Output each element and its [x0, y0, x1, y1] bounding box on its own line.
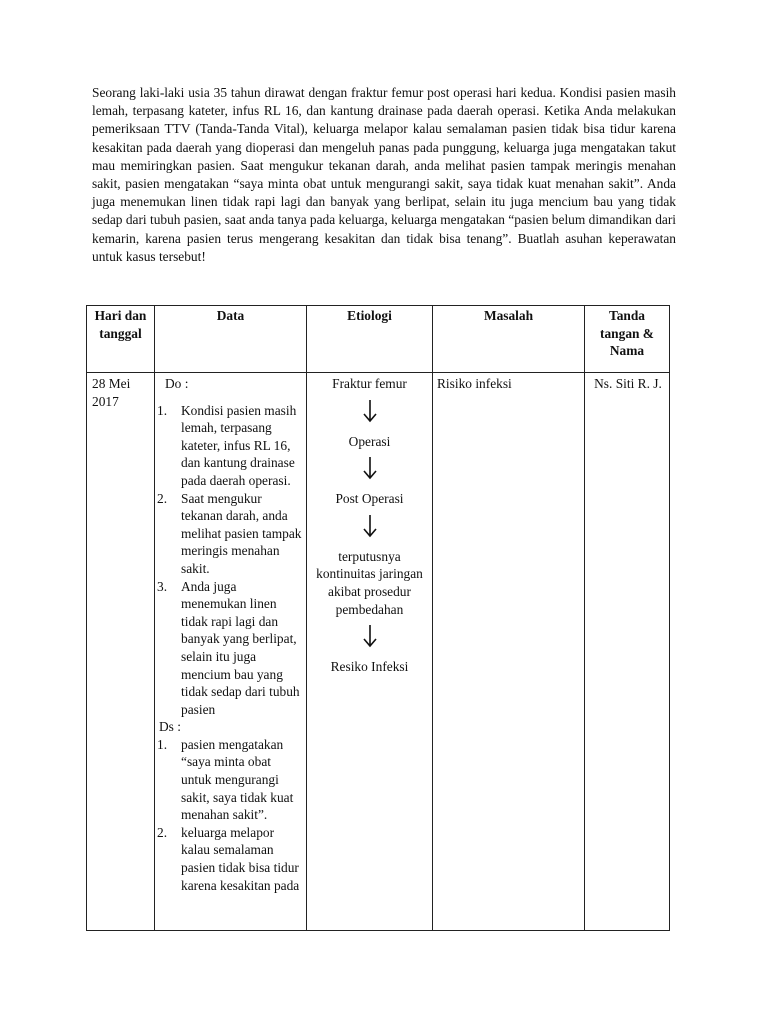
table-row — [87, 373, 670, 931]
header-tanda-tangan: Tanda tangan & Nama — [585, 306, 670, 373]
do-label: Do : — [165, 376, 189, 391]
nursing-care-table — [86, 305, 670, 931]
header-hari-tanggal: Hari dan tanggal — [87, 306, 155, 373]
etiologi-step-1: Fraktur femur — [332, 376, 407, 391]
header-etiologi: Etiologi — [307, 306, 433, 373]
cell-data — [155, 373, 307, 931]
list-item: 1. pasien mengatakan “saya minta obat untuk mengurangi sakit, saya tidak kuat menahan sakit”. — [157, 736, 294, 823]
list-item: 1. Kondisi pasien masih lemah, terpasang kateter, infus RL 16, dan kantung drainase pada daerah operasi. — [157, 402, 297, 488]
list-item: 3. Anda juga menemukan linen tidak rapi lagi dan banyak yang berlipat, selain itu juga mencium bau yang tidak sedap dari tubuh pasien — [157, 578, 300, 717]
arrow-down-icon — [313, 393, 426, 433]
etiologi-step-3: Post Operasi — [335, 491, 404, 507]
table-header-row — [87, 306, 670, 373]
arrow-down-icon — [313, 450, 426, 490]
cell-date: 28 Mei 2017 — [87, 373, 155, 931]
case-description: Seorang laki-laki usia 35 tahun dirawat dengan fraktur femur post operasi hari kedua. Kondisi pasien masih lemah, terpasang kateter, infus RL 16, dan kantung drainase pada daerah operasi. Ketika Anda melakukan pemeriksaan TTV (Tanda-Tanda Vital), keluarga melapor kalau semalaman pasien tidak bisa tidur karena kesakitan pada daerah yang dioperasi dan mengeluh panas pada punggung, keluarga juga mengatakan takut mau memiringkan pasien. Saat mengukur tekanan darah, anda melihat pasien tampak meringis menahan sakit, pasien mengatakan “saya minta obat untuk mengurangi sakit, saya tidak kuat menahan sakit”. Anda juga menemukan linen tidak rapi lagi dan banyak yang berlipat, selain itu juga mencium bau yang tidak sedap dari tubuh pasien, saat anda tanya pada keluarga, keluarga mengatakan “pasien belum dimandikan dari kemarin, karena pasien terus mengerang kesakitan dan tidak bisa tenang”. Buatlah asuhan keperawatan untuk kasus tersebut! — [92, 85, 677, 264]
etiologi-step-2: Operasi — [348, 433, 391, 449]
ds-label: Ds : — [159, 719, 181, 735]
arrow-down-icon — [313, 618, 426, 658]
header-data: Data — [155, 306, 307, 373]
list-item: 2. keluarga melapor kalau semalaman pasien tidak bisa tidur karena kesakitan pada — [157, 824, 300, 893]
header-masalah: Masalah — [433, 306, 585, 373]
etiologi-step-5: Resiko Infeksi — [330, 659, 409, 675]
cell-tanda-tangan: Ns. Siti R. J. — [585, 373, 670, 931]
cell-masalah: Risiko infeksi — [433, 373, 585, 931]
cell-etiologi — [307, 373, 433, 931]
do-list — [157, 402, 302, 719]
ds-list — [157, 736, 302, 894]
list-item: 2. Saat mengukur tekanan darah, anda melihat pasien tampak meringis menahan sakit. — [157, 490, 302, 576]
etiologi-step-4: terputusnya kontinuitas jaringan akibat prosedur pembedahan — [316, 548, 423, 617]
arrow-down-icon — [313, 508, 426, 548]
